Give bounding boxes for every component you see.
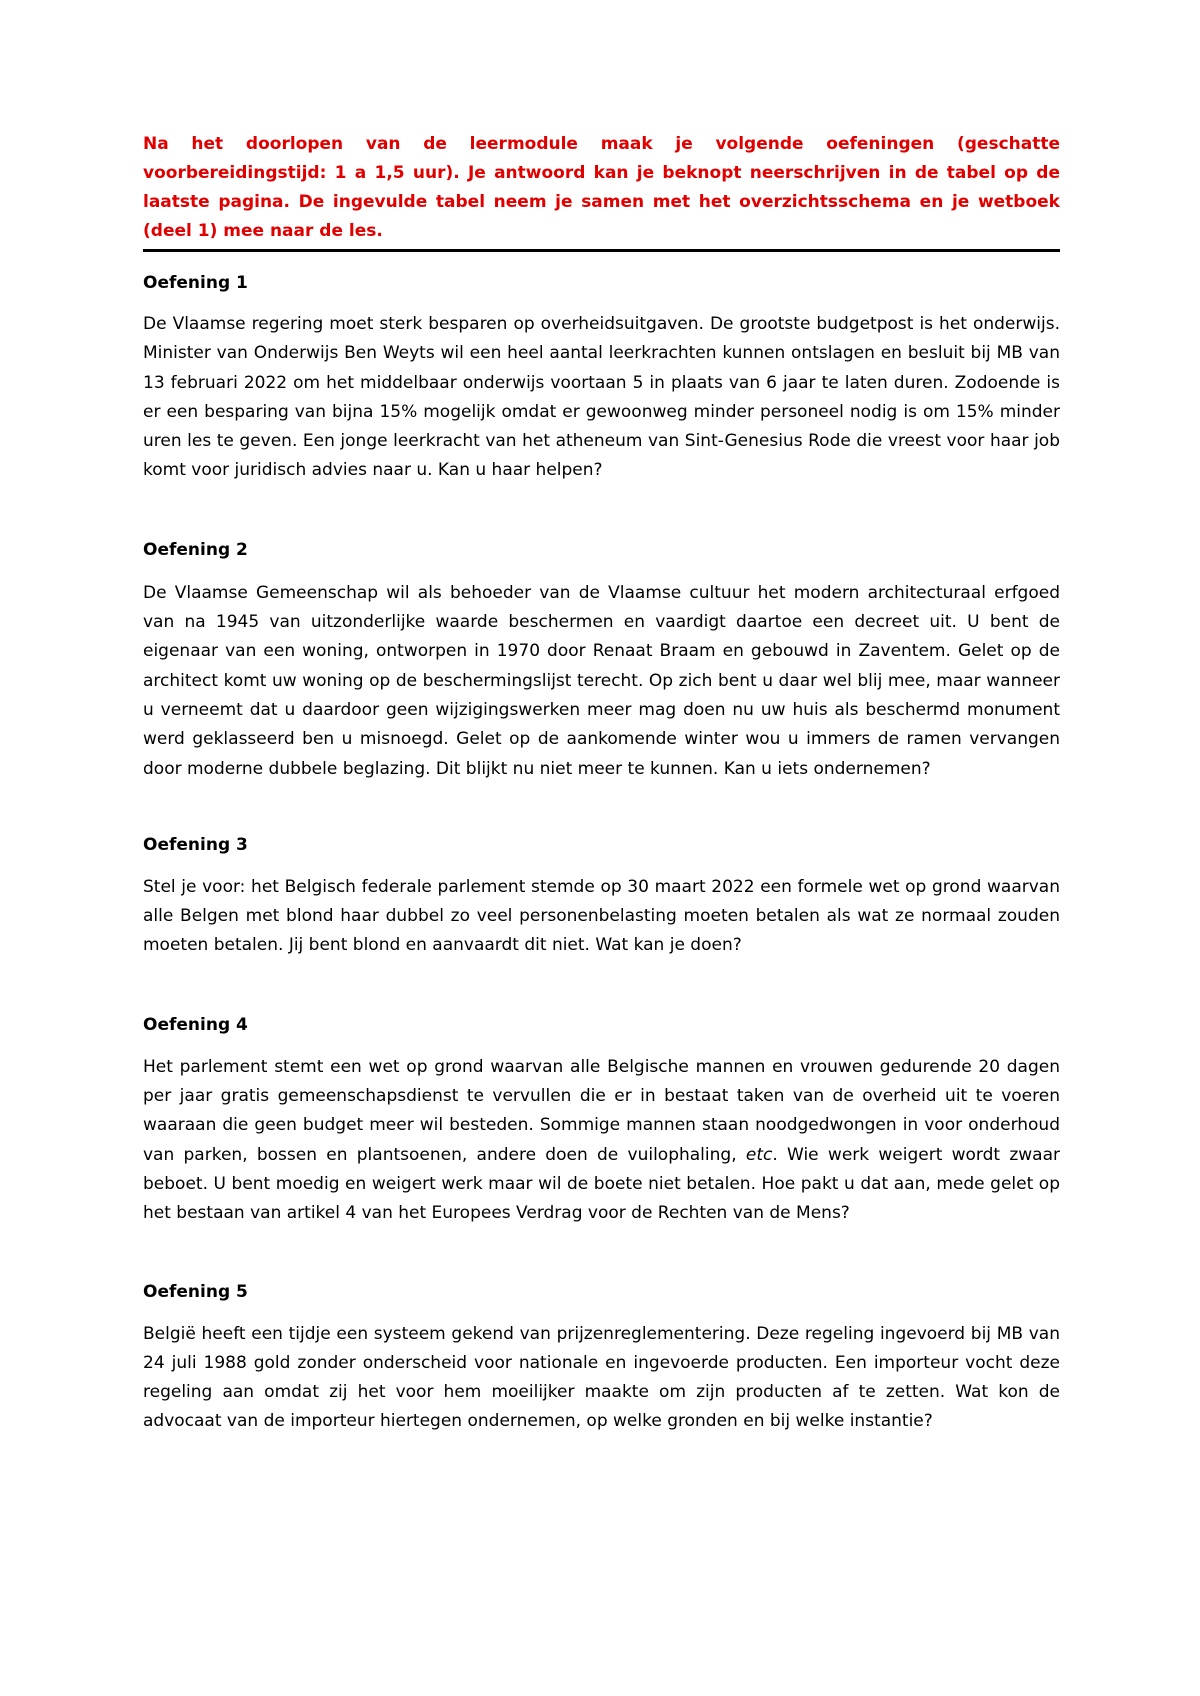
exercise-2 [143, 536, 1060, 784]
exercise-title: Oefening 5 [143, 1281, 248, 1302]
exercise-text: De Vlaamse regering moet sterk besparen op overheidsuitgaven. De grootste budgetpost is het onderwijs. Minister van Onderwijs Ben Weyts wil een heel aantal leerkrachten kunnen ontslagen en besluit bij MB van 13 februari 2022 om het middelbaar onderwijs voortaan 5 in plaats van 6 jaar te laten duren. Zodoende is er een besparing van bijna 15% mogelijk omdat er gewoonweg minder personeel nodig is om 15% minder uren les te geven. Een jonge leerkracht van het atheneum van Sint-Genesius Rode die vreest voor haar job komt voor juridisch advies naar u. Kan u haar helpen? [143, 314, 1060, 481]
exercise-text: België heeft een tijdje een systeem gekend van prijzenreglementering. Deze regeling ingevoerd bij MB van 24 juli 1988 gold zonder onderscheid voor nationale en ingevoerde producten. Een importeur vocht deze regeling aan omdat zij het voor hem moeilijker maakte om zijn producten af te zetten. Wat kon de advocaat van de importeur hiertegen ondernemen, op welke gronden en bij welke instantie? [143, 1323, 1060, 1432]
exercise-title: Oefening 1 [143, 273, 248, 293]
exercise-5 [143, 1278, 1060, 1437]
exercise-1 [143, 269, 1060, 486]
document-page [143, 130, 1060, 1437]
exercise-text-italic: etc [745, 1144, 773, 1165]
exercise-text [143, 1053, 1060, 1229]
exercise-text: Stel je voor: het Belgisch federale parlement stemde op 30 maart 2022 een formele wet op grond waarvan alle Belgen met blond haar dubbel zo veel personenbelasting moeten betalen als wat ze normaal zouden moeten betalen. Jij bent blond en aanvaardt dit niet. Wat kan je doen? [143, 876, 1060, 956]
exercise-text-part: Het parlement stemt een wet op grond waarvan alle Belgische mannen en vrouwen gedurende 20 dagen per jaar gratis gemeenschapsdienst te vervullen die er in bestaat taken van de overheid uit te voeren waaraan die geen budget meer wil besteden. Sommige mannen staan noodgedwongen in voor onderhoud van parken, bossen en plantsoenen, andere doen de vuilophaling, [143, 1056, 1060, 1165]
intro-instructions: Na het doorlopen van de leermodule maak je volgende oefeningen (geschatte voorbereidingstijd: 1 a 1,5 uur). Je antwoord kan je beknopt neerschrijven in de tabel op de laatste pagina. De ingevulde tabel neem je samen met het overzichtsschema en je wetboek (deel 1) mee naar de les. [143, 130, 1060, 252]
exercise-4 [143, 1011, 1060, 1229]
exercise-title: Oefening 2 [143, 539, 248, 560]
exercise-text-part: . Wie werk weigert wordt zwaar beboet. U bent moedig en weigert werk maar wil de boete niet betalen. Hoe pakt u dat aan, mede gelet op het bestaan van artikel 4 van het Europees Verdrag voor de Rechten van de Mens? [143, 1144, 1060, 1224]
exercise-title: Oefening 4 [143, 1014, 248, 1035]
exercise-title: Oefening 3 [143, 834, 248, 855]
exercise-text: De Vlaamse Gemeenschap wil als behoeder van de Vlaamse cultuur het modern architecturaal erfgoed van na 1945 van uitzonderlijke waarde beschermen en vaardigt daartoe een decreet uit. U bent de eigenaar van een woning, ontworpen in 1970 door Renaat Braam en gebouwd in Zaventem. Gelet op de architect komt uw woning op de beschermingslijst terecht. Op zich bent u daar wel blij mee, maar wanneer u verneemt dat u daardoor geen wijzigingswerken meer mag doen nu uw huis als beschermd monument werd geklasseerd ben u misnoegd. Gelet op de aankomende winter wou u immers de ramen vervangen door moderne dubbele beglazing. Dit blijkt nu niet meer te kunnen. Kan u iets ondernemen? [143, 582, 1060, 779]
exercise-3 [143, 831, 1060, 961]
